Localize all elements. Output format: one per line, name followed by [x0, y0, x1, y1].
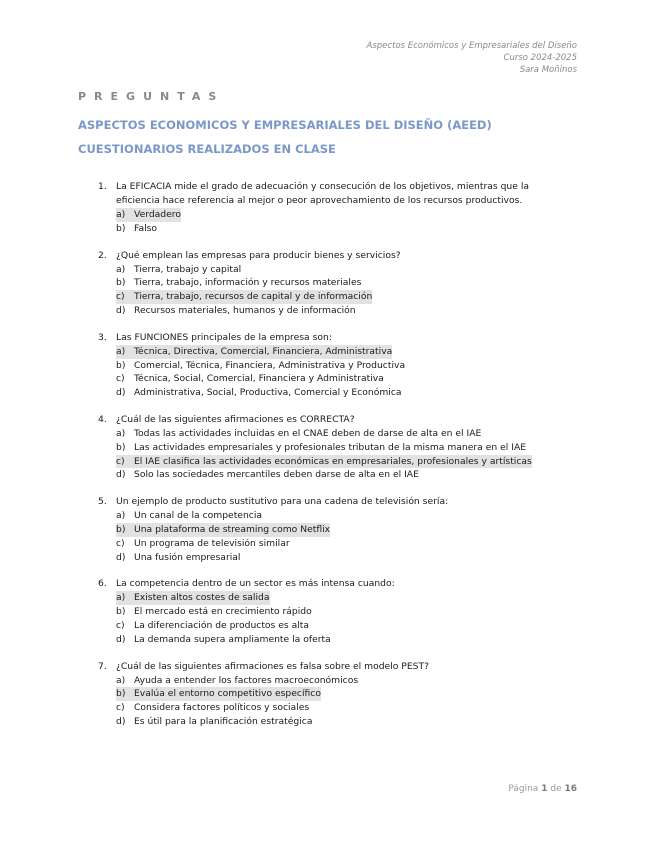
question-number: 2.: [98, 249, 107, 261]
question-item: [98, 660, 558, 729]
option-letter: c): [116, 537, 125, 549]
question-text: ¿Qué emplean las empresas para producir bienes y servicios?: [116, 249, 401, 261]
running-header: [367, 40, 577, 76]
option-text: Tierra, trabajo, información y recursos materiales: [134, 277, 362, 289]
question-number: 7.: [98, 660, 107, 672]
question-list: [98, 180, 558, 742]
option-text: Existen altos costes de salida: [134, 592, 270, 604]
option-letter: c): [116, 619, 125, 631]
option-letter: a): [116, 209, 126, 220]
option-letter: d): [116, 551, 126, 563]
option-letter: a): [116, 345, 126, 357]
option-text: Comercial, Técnica, Financiera, Administrativa y Productiva: [134, 359, 406, 371]
option-letter: b): [116, 277, 126, 289]
answer-option: [98, 276, 558, 290]
answer-option-highlighted: [98, 591, 558, 605]
header-course-name: Aspectos Económicos y Empresariales del Diseño: [366, 41, 577, 51]
answer-option: [98, 605, 558, 619]
question-number: 1.: [98, 181, 107, 192]
option-letter: a): [116, 510, 126, 522]
option-text: Técnica, Directiva, Comercial, Financiera, Administrativa: [134, 345, 393, 357]
answer-option: [98, 359, 558, 373]
option-letter: c): [116, 455, 125, 467]
option-letter: c): [116, 702, 125, 714]
option-letter: d): [116, 304, 126, 316]
question-text: La competencia dentro de un sector es más intensa cuando:: [116, 578, 395, 590]
page-label: Página: [508, 784, 539, 794]
option-letter: a): [116, 592, 126, 604]
answer-option: [98, 619, 558, 633]
option-letter: a): [116, 263, 126, 275]
question-item: [98, 577, 558, 646]
answer-option-highlighted: [98, 455, 558, 469]
question-number: 5.: [98, 496, 107, 508]
option-letter: b): [116, 222, 126, 234]
question-text: ¿Cuál de las siguientes afirmaciones es falsa sobre el modelo PEST?: [116, 660, 429, 672]
question-item: [98, 180, 558, 236]
answer-option: [98, 551, 558, 565]
option-text: Todas las actividades incluidas en el CNAE deben de darse de alta en el IAE: [134, 427, 482, 439]
option-letter: d): [116, 715, 126, 727]
of-label: de: [550, 784, 562, 794]
answer-option: [98, 427, 558, 441]
answer-option-highlighted: [98, 290, 558, 304]
option-letter: b): [116, 606, 126, 618]
question-number: 4.: [98, 413, 107, 425]
option-text: Verdadero: [134, 209, 181, 220]
page-title: PREGUNTAS: [78, 90, 225, 103]
question-number: 3.: [98, 331, 107, 343]
question-number: 6.: [98, 578, 107, 590]
option-letter: d): [116, 469, 126, 481]
answer-option-highlighted: [98, 208, 558, 222]
option-text: Es útil para la planificación estratégica: [134, 715, 313, 727]
question-text: Las FUNCIONES principales de la empresa son:: [116, 331, 332, 343]
page-number: 1: [541, 784, 548, 794]
page-footer: [508, 784, 577, 794]
answer-option: [98, 468, 558, 482]
option-text: Considera factores políticos y sociales: [134, 702, 310, 714]
option-letter: b): [116, 359, 126, 371]
answer-option-highlighted: [98, 523, 558, 537]
subject-heading: ASPECTOS ECONOMICOS Y EMPRESARIALES DEL DISEÑO (AEED): [78, 118, 492, 132]
question-text: ¿Cuál de las siguientes afirmaciones es CORRECTA?: [116, 413, 355, 425]
option-letter: a): [116, 427, 126, 439]
option-text: El mercado está en crecimiento rápido: [134, 606, 312, 618]
answer-option: [98, 674, 558, 688]
option-text: Técnica, Social, Comercial, Financiera y Administrativa: [134, 373, 384, 385]
answer-option: [98, 304, 558, 318]
option-text: Solo las sociedades mercantiles deben darse de alta en el IAE: [134, 469, 419, 481]
option-text: Un programa de televisión similar: [134, 537, 290, 549]
option-text: Tierra, trabajo, recursos de capital y de información: [134, 291, 373, 303]
option-text: El IAE clasifica las actividades económicas en empresariales, profesionales y artísticas: [134, 455, 532, 467]
option-text: Recursos materiales, humanos y de información: [134, 304, 356, 316]
answer-option: [98, 509, 558, 523]
option-letter: c): [116, 373, 125, 385]
question-item: [98, 331, 558, 400]
answer-option: [98, 633, 558, 647]
answer-option: [98, 386, 558, 400]
answer-option: [98, 441, 558, 455]
option-text: Un canal de la competencia: [134, 510, 263, 522]
answer-option-highlighted: [98, 345, 558, 359]
header-course-year: Curso 2024-2025: [503, 53, 577, 63]
question-text: Un ejemplo de producto sustitutivo para una cadena de televisión sería:: [116, 496, 449, 508]
option-letter: c): [116, 291, 125, 303]
option-text: Una fusión empresarial: [134, 551, 241, 563]
option-letter: b): [116, 441, 126, 453]
option-letter: b): [116, 523, 126, 535]
option-letter: d): [116, 387, 126, 399]
question-item: [98, 413, 558, 482]
option-letter: a): [116, 674, 126, 686]
answer-option: [98, 537, 558, 551]
answer-option: [98, 372, 558, 386]
answer-option: [98, 715, 558, 729]
option-letter: b): [116, 688, 126, 700]
question-item: [98, 249, 558, 318]
option-text: La demanda supera ampliamente la oferta: [134, 633, 331, 645]
option-text: Una plataforma de streaming como Netflix: [134, 523, 331, 535]
answer-option-highlighted: [98, 687, 558, 701]
option-text: Las actividades empresariales y profesionales tributan de la misma manera en el IAE: [134, 441, 527, 453]
option-text: La diferenciación de productos es alta: [134, 619, 310, 631]
option-text: Ayuda a entender los factores macroeconómicos: [134, 674, 359, 686]
answer-option: [98, 222, 558, 236]
question-text: La EFICACIA mide el grado de adecuación y consecución de los objetivos, mientras que la eficiencia hace referencia al mejor o peor aprovechamiento de los recursos productivos.: [116, 181, 529, 206]
answer-option: [98, 701, 558, 715]
header-author: Sara Moñinos: [519, 65, 577, 75]
option-letter: d): [116, 633, 126, 645]
section-heading: CUESTIONARIOS REALIZADOS EN CLASE: [78, 142, 336, 156]
page-total: 16: [564, 784, 577, 794]
answer-option: [98, 263, 558, 277]
option-text: Administrativa, Social, Productiva, Comercial y Económica: [134, 387, 402, 399]
option-text: Tierra, trabajo y capital: [134, 263, 242, 275]
option-text: Falso: [134, 222, 158, 234]
question-item: [98, 495, 558, 564]
option-text: Evalúa el entorno competitivo específico: [134, 688, 321, 700]
